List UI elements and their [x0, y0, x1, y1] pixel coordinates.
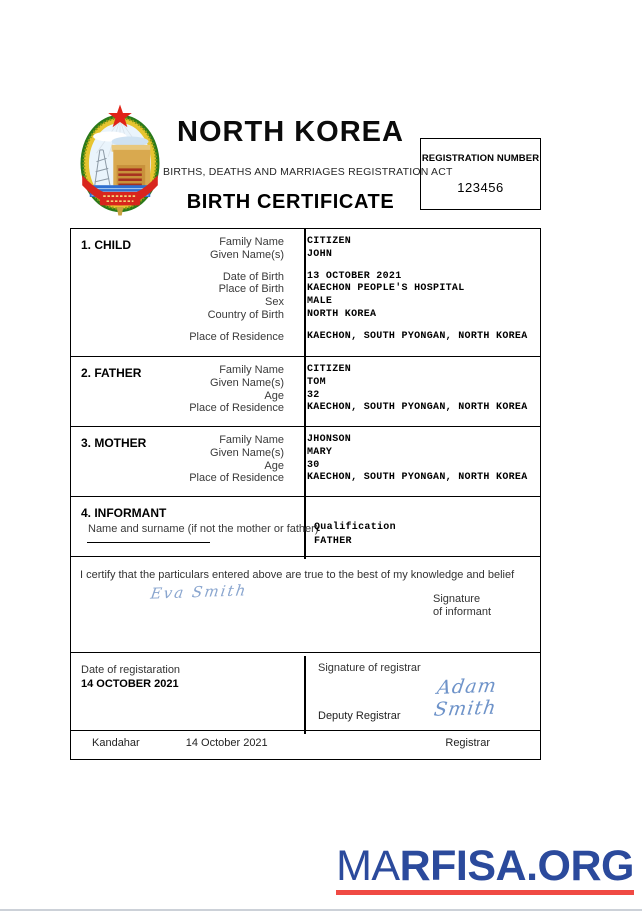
certificate-header [163, 116, 453, 214]
logo-underline [336, 890, 634, 895]
field-label: Age [264, 389, 284, 402]
field-row [71, 249, 540, 262]
country-title: NORTH KOREA [177, 116, 404, 148]
registration-number-label: REGISTRATION NUMBER [421, 153, 540, 164]
field-label: Given Name(s) [210, 446, 284, 459]
field-value: KAECHON, SOUTH PYONGAN, NORTH KOREA [307, 330, 528, 342]
field-value: KAECHON, SOUTH PYONGAN, NORTH KOREA [307, 402, 528, 414]
field-value: JHONSON [307, 434, 352, 445]
footer-row [71, 730, 540, 754]
document-title: BIRTH CERTIFICATE [186, 191, 395, 213]
section-informant [71, 496, 540, 556]
section-registration [71, 652, 540, 730]
marfisa-logo-text [336, 842, 634, 890]
child-fields [71, 229, 540, 344]
section-mother-title: 3. MOTHER [81, 436, 147, 450]
field-label: Given Name(s) [210, 248, 284, 261]
field-row [71, 271, 540, 284]
field-row [71, 460, 540, 473]
logo-prefix: MA [336, 842, 400, 890]
field-row [71, 283, 540, 296]
qualification-label: Qualification [314, 522, 396, 533]
footer-place: Kandahar [92, 736, 140, 749]
registration-act-subtitle: BIRTHS, DEATHS AND MARRIAGES REGISTRATION ACT [163, 166, 453, 178]
field-row [71, 296, 540, 309]
registrar-signature-label: Signature of registrar [318, 662, 421, 674]
logo-suffix: RFISA.ORG [399, 842, 634, 890]
section-child-title: 1. CHILD [81, 238, 132, 252]
marfisa-logo [336, 842, 634, 895]
section-father-title: 2. FATHER [81, 366, 142, 380]
field-value: MARY [307, 446, 333, 458]
qualification-value: FATHER [314, 535, 352, 547]
footer-role: Registrar [445, 736, 490, 749]
registration-date-label: Date of registaration [81, 664, 181, 676]
informant-signature: Eva Smith [149, 581, 249, 603]
field-label: Sex [265, 296, 284, 309]
field-value: JOHN [307, 248, 333, 260]
field-label: Given Name(s) [210, 376, 284, 389]
field-row [71, 331, 540, 344]
field-value: KAECHON, SOUTH PYONGAN, NORTH KOREA [307, 472, 528, 484]
section-certification [71, 556, 540, 652]
field-row [71, 402, 540, 415]
field-row [71, 390, 540, 403]
informant-name-blank-line [87, 542, 210, 543]
field-value: 13 OCTOBER 2021 [307, 270, 402, 282]
section-father [71, 356, 540, 426]
registration-number-value: 123456 [457, 180, 504, 195]
certification-statement: I certify that the particulars entered above are true to the best of my knowledge and belief [80, 569, 515, 581]
signature-caption-line2: of informant [433, 606, 492, 618]
signature-caption [433, 593, 491, 619]
informant-qualification [314, 521, 396, 548]
registrar-signature-cell [306, 653, 540, 730]
registrar-title: Deputy Registrar [318, 710, 401, 722]
registration-date-cell [71, 653, 304, 701]
section-child [71, 229, 540, 356]
field-value: 30 [307, 459, 320, 471]
field-value: NORTH KOREA [307, 308, 377, 320]
field-value: 32 [307, 389, 320, 401]
field-label: Family Name [219, 364, 284, 376]
field-label: Family Name [219, 434, 284, 446]
section-mother [71, 426, 540, 496]
field-value: TOM [307, 376, 326, 388]
field-label: Country of Birth [207, 308, 284, 321]
field-label: Place of Residence [189, 402, 284, 415]
certificate-table [70, 228, 541, 760]
north-korea-emblem-image [78, 100, 162, 220]
informant-name-label: Name and surname (if not the mother or father) [88, 523, 319, 535]
footer-date: 14 October 2021 [185, 736, 268, 749]
field-label: Place of Residence [189, 330, 284, 343]
signature-caption-line1: Signature [433, 593, 481, 605]
field-row [71, 236, 540, 249]
section-informant-title: 4. INFORMANT [81, 506, 167, 520]
page-bottom-divider [0, 909, 642, 911]
field-value: CITIZEN [307, 364, 352, 375]
field-row [71, 472, 540, 485]
registrar-signature: Adam Smith [432, 674, 499, 721]
field-label: Date of Birth [222, 270, 284, 283]
field-label: Place of Birth [218, 283, 284, 296]
registration-number-box [420, 138, 541, 210]
field-value: KAECHON PEOPLE'S HOSPITAL [307, 283, 465, 295]
field-label: Age [264, 459, 284, 472]
field-value: CITIZEN [307, 236, 352, 247]
field-value: MALE [307, 296, 333, 308]
field-label: Family Name [219, 236, 284, 248]
registration-date-value: 14 OCTOBER 2021 [81, 678, 179, 690]
field-label: Place of Residence [189, 472, 284, 485]
field-row [71, 309, 540, 322]
